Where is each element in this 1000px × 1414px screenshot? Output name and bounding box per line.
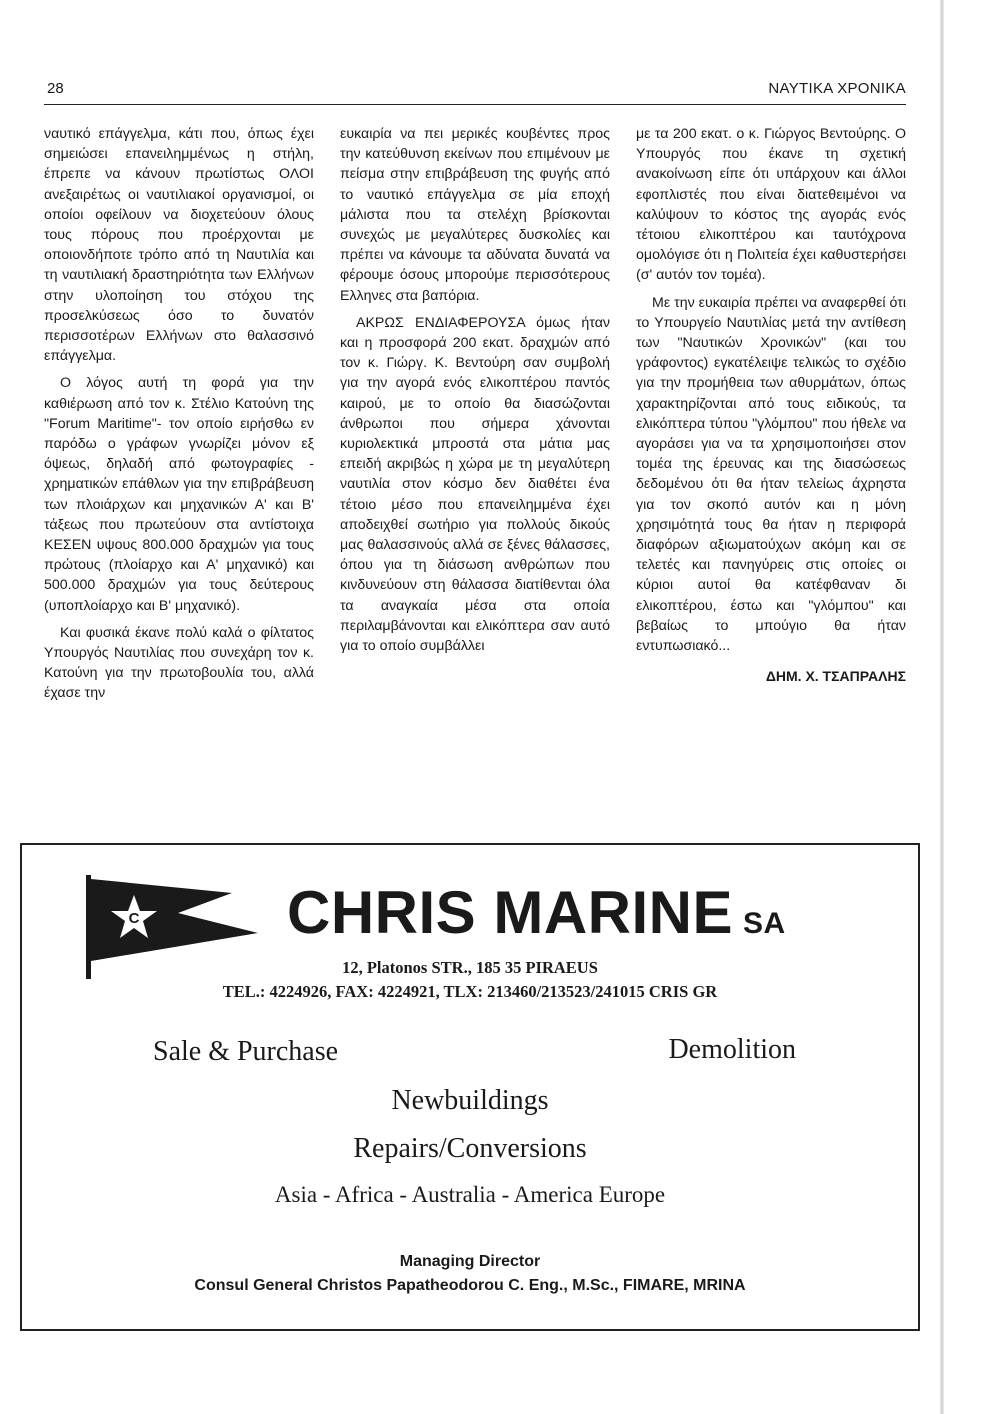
- service-regions: Asia - Africa - Australia - America Europe: [274, 1182, 666, 1207]
- article-paragraph: ΑΚΡΩΣ ΕΝΔΙΑΦΕΡΟΥΣΑ όμως ήταν και η προσφορά 200 εκατ. δραχμών από τον κ. Γιώργ. Κ. Βεντούρη σαν συμβολή για την αγορά ενός ελικοπτέρου παντός καιρού, με το οποίο θα διασώζονται άνθρωποι που σήμερα χάνονται κυριολεκτικά μπροστά στα μάτια μας επειδή ακριβώς η χώρα με τη μεγαλύτερη ναυτιλία στον κόσμο δεν διαθέτει ένα τέτοιο μέσο που επανειλημμένα έχει αποδειχθεί σωτήριο για πολλούς δικούς μας θαλασσινούς αλλά σε ξένες θάλασσες, όπου για τη διάσωση ανθρώπων που κινδυνεύουν στη θάλασσα διατίθενται όλα τα αναγκαία μέσα στα οποία περιλαμβάνονται και ελικόπτερα σαν αυτό για το οποίο συμβάλλει: [340, 314, 610, 655]
- company-contacts: TEL.: 4224926, FAX: 4224921, TLX: 213460/213523/241015 CRIS GR: [222, 982, 718, 1001]
- header-rule: [44, 104, 906, 105]
- article-paragraph: Ο λόγος αυτή τη φορά για την καθιέρωση από τον κ. Στέλιο Κατούνη της "Forum Maritime"- τον οποίο ειρήσθω εν παρόδω ο γράφων γνωρίζει μόνον εξ όψεως, δηλαδή από φωτογραφίες - χρηματικών επάθλων για την επιβράβευση των πλοιάρχων και μηχανικών Α' και Β' τάξεως που πρωτεύουν στα αντίστοιχα ΚΕΣΕΝ υψους 800.000 δραχμών για τους πρώτους (πλοίαρχο και Α' μηχανικό) και 500.000 δραχμών για τους δεύτερους (υποπλοίαρχο και Β' μηχανικό).: [44, 375, 314, 614]
- article-column-2: [340, 124, 610, 794]
- article-paragraph: με τα 200 εκατ. ο κ. Γιώργος Βεντούρης. Ο Υπουργός που έκανε τη σχετική ανακοίνωση είπε ότι υπάρχουν και άλλοι εφοπλιστές που είναι διατεθειμένοι να καλύψουν το κόστος της αγοράς ενός τέτοιου ελικοπτέρου και ταυτόχρονα ομολόγισε ότι η Πολιτεία έχει καθυστερήσει (σ' αυτόν τον τομέα).: [636, 126, 906, 284]
- service-sale-purchase: Sale & Purchase: [153, 1036, 339, 1067]
- company-name-text: CHRIS MARINE: [287, 879, 734, 946]
- article-paragraph: ναυτικό επάγγελμα, κάτι που, όπως έχει σημειώσει επανειλημμένως η στήλη, έπρεπε να κάνουν πρωτίστως ΟΛΟΙ ανεξαιρέτως οι ναυτιλιακοί οργανισμοί, οι οποίοι οφείλουν να διοχετεύουν όλους τους πόρους που προέρχονται με οποιονδήποτε τρόπο από τη Ναυτιλία και τη ναυτιλιακή δραστηριότητα των Ελλήνων στην υλοποίηση του στόχου της προσελκύσεως όσο το δυνατόν περισσοτέρων Ελλήνων στο θαλασσινό επάγγελμα.: [44, 126, 314, 365]
- service-newbuildings: Newbuildings: [391, 1085, 549, 1116]
- article-paragraph: Και φυσικά έκανε πολύ καλά ο φίλτατος Υπουργός Ναυτιλίας που συνεχάρη τον κ. Κατούνη για την πρωτοβουλία του, αλλά έχασε την: [44, 624, 314, 702]
- company-address: 12, Platonos STR., 185 35 PIRAEUS: [342, 958, 598, 977]
- managing-director-name: Consul General Christos Papatheodorou C. Eng., M.Sc., FIMARE, MRINA: [194, 1277, 746, 1294]
- article-body: [44, 124, 906, 794]
- chris-marine-advertisement: [20, 843, 920, 1331]
- managing-director-label: Managing Director: [399, 1253, 541, 1270]
- article-column-3: [636, 124, 906, 794]
- scan-page-edge: [940, 0, 944, 1414]
- service-repairs: Repairs/Conversions: [353, 1133, 587, 1164]
- journal-title: ΝΑΥΤΙΚΑ ΧΡΟΝΙΚΑ: [768, 80, 906, 97]
- page-number: 28: [47, 80, 64, 97]
- author-signature: ΔΗΜ. Χ. ΤΣΑΠΡΑΛΗΣ: [765, 668, 906, 685]
- service-demolition: Demolition: [668, 1034, 796, 1065]
- article-paragraph: Με την ευκαιρία πρέπει να αναφερθεί ότι το Υπουργείο Ναυτιλίας μετά την αντίθεση των "Ναυτικών Χρονικών" (και του γράφοντος) εγκατέλειψε τελικώς το σχέδιο για την προμήθεια των αθυρμάτων, όπως χαρακτηρίζονται από τους ειδικούς, τα ελικόπτερα τύπου "γλόμπου" που ήθελε να αγοράσει για να τα χρησιμοποιήσει στον τομέα της έρευνας και της διασώσεως δεδομένου ότι θα ήταν τελείως άχρηστα για τον σκοπό αυτόν και η μόνη χρησιμότητά τους θα ήταν η περιφορά διαφόρων αξιωματούχων ακόμη και σε τελετές και πανηγύρεις στις οποίες οι κύριοι αυτοί θα κατέφθαναν δι ελικοπτέρου, έστω και "γλόμπου" και βεβαίως το μπούγιο θα ήταν εντυπωσιακό...: [636, 294, 906, 655]
- article-paragraph: ευκαιρία να πει μερικές κουβέντες προς την κατεύθυνση εκείνων που επιμένουν με πείσμα στην επιβράβευση της φυγής από το ναυτικό επάγγελμα σε μία εποχή μάλιστα που τα στελέχη βρίσκονται συνεχώς με μεγαλύτερες δυσκολίες και πρέπει να κάνουμε τα αδύνατα δυνατά να φέρουμε όσους μπορούμε περισσότερους Ελληνες στα βαπόρια.: [340, 126, 610, 304]
- article-column-1: [44, 124, 314, 794]
- company-name: [287, 879, 786, 946]
- company-suffix: SA: [743, 907, 786, 940]
- logo-letter: C: [128, 910, 140, 927]
